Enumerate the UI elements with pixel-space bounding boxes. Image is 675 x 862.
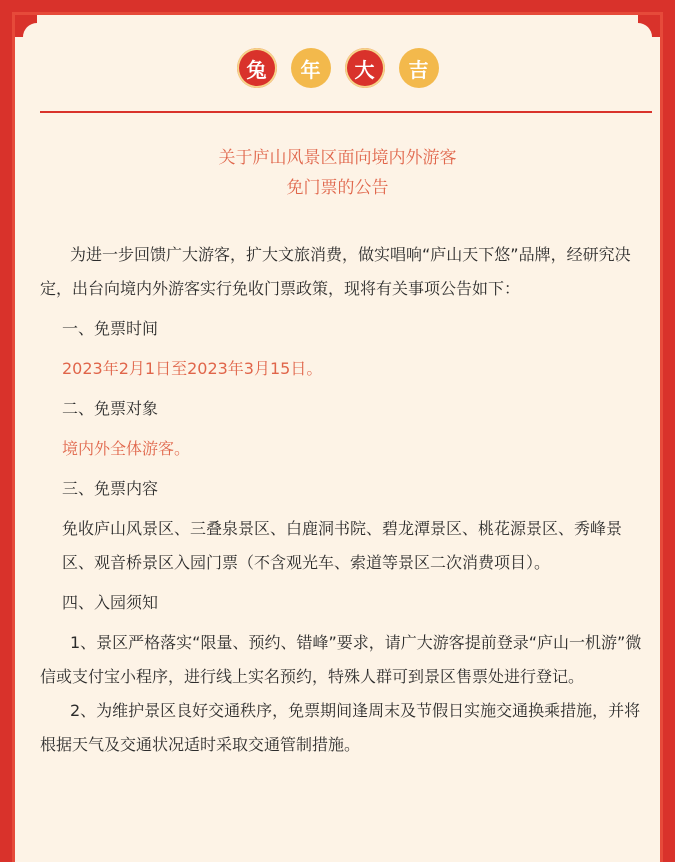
section-heading-time: 一、免票时间: [62, 319, 159, 338]
section-heading-scope: 三、免票内容: [62, 479, 159, 498]
badge-1: 兔: [237, 48, 277, 88]
title-divider: [40, 111, 652, 113]
announcement-body: [40, 238, 652, 762]
frame-corner-left: [15, 15, 37, 37]
section-content-scope: 免收庐山风景区、三叠泉景区、白鹿洞书院、碧龙潭景区、桃花源景区、秀峰景区、观音桥景区入园门票（不含观光车、索道等景区二次消费项目）。: [62, 519, 623, 572]
section-content-time: 2023年2月1日至2023年3月15日。: [62, 359, 323, 378]
notice-item-2: 2、为维护景区良好交通秩序，免票期间逢周末及节假日实施交通换乘措施，并将根据天气及交通状况适时采取交通管制措施。: [40, 701, 641, 754]
rabbit-year-badges: [0, 48, 675, 88]
section-heading-target: 二、免票对象: [62, 399, 159, 418]
notice-item-1: 1、景区严格落实“限量、预约、错峰”要求，请广大游客提前登录“庐山一机游”微信或支付宝小程序，进行线上实名预约，特殊人群可到景区售票处进行登记。: [40, 633, 642, 686]
frame-corner-right: [638, 15, 660, 37]
title-line-2: 免门票的公告: [286, 178, 389, 198]
section-heading-notice: 四、入园须知: [62, 593, 159, 612]
announcement-title: [0, 143, 675, 203]
intro-paragraph: 为进一步回馈广大游客，扩大文旅消费，做实唱响“庐山天下悠”品牌，经研究决定，出台向境内外游客实行免收门票政策，现将有关事项公告如下：: [40, 245, 631, 298]
section-content-target: 境内外全体游客。: [62, 439, 191, 458]
badge-4: 吉: [399, 48, 439, 88]
badge-2: 年: [291, 48, 331, 88]
title-line-1: 关于庐山风景区面向境内外游客: [218, 148, 457, 168]
badge-3: 大: [345, 48, 385, 88]
